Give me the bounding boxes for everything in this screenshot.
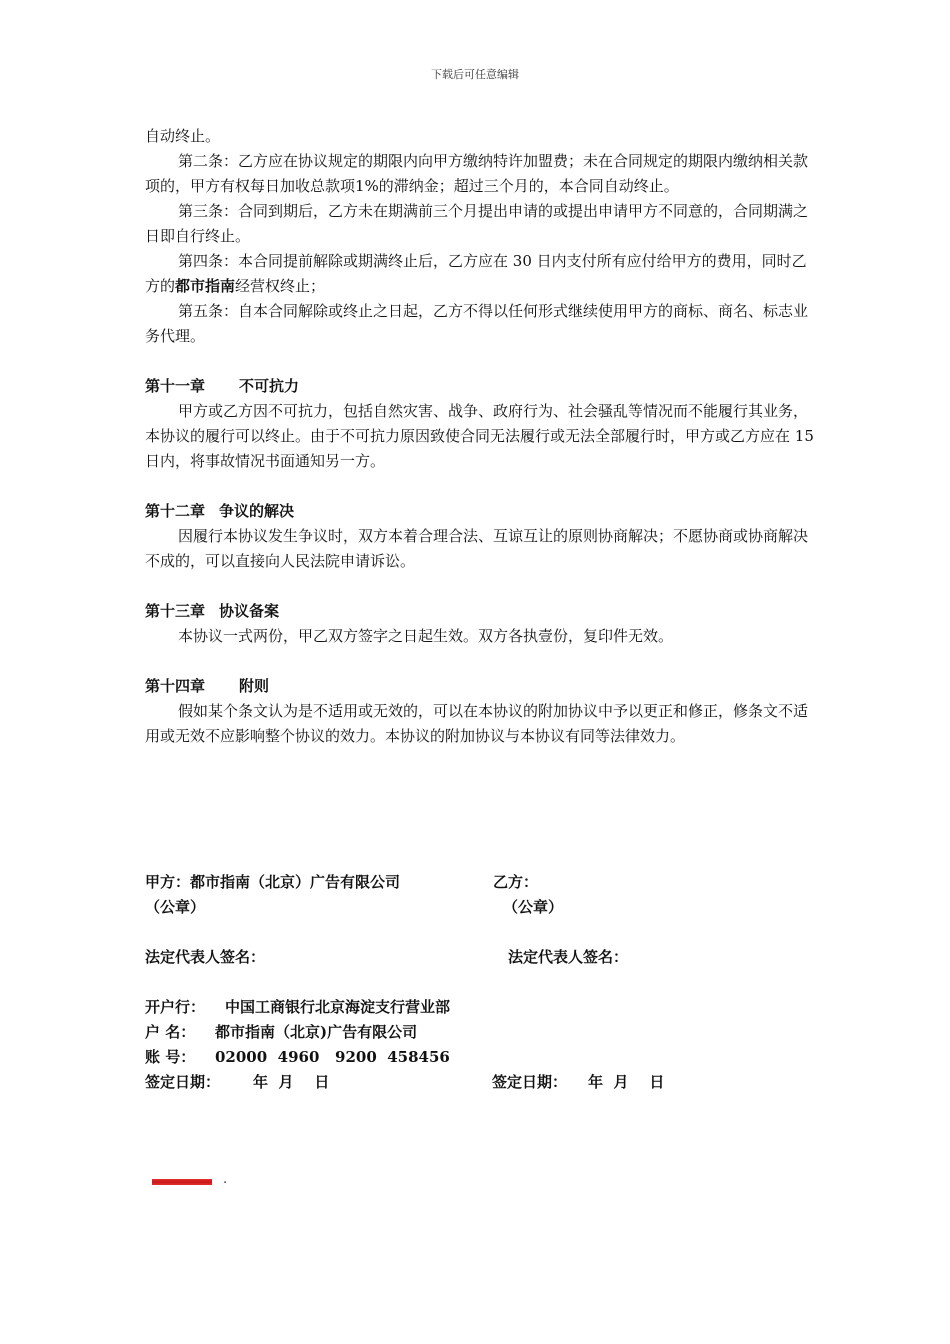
date-b-value: 年 月 日 (588, 1073, 665, 1091)
page-header: 下载后可任意编辑 (431, 68, 519, 81)
article-2: 第二条：乙方应在协议规定的期限内向甲方缴纳特许加盟费；未在合同规定的期限内缴纳相关款项的，甲方有权每日加收总款项1%的滞纳金；超过三个月的，本合同自动终止。 (145, 152, 809, 195)
date-a-value: 年 月 日 (253, 1073, 330, 1091)
paragraph: 自动终止。 (145, 127, 221, 145)
chapter-12-heading (145, 499, 815, 524)
chapter-title: 不可抗力 (239, 377, 300, 395)
bank-line (145, 995, 450, 1020)
chapter-11-heading (145, 374, 815, 399)
party-a-seal: （公章） (145, 898, 206, 916)
chapter-title: 协议备案 (219, 602, 280, 620)
chapter-11-text: 甲方或乙方因不可抗力，包括自然灾害、战争、政府行为、社会骚乱等情况而不能履行其业务，本协议的履行可以终止。由于不可抗力原因致使合同无法履行或无法全部履行时，甲方或乙方应在 15 日内，将事故情况书面通知另一方。 (145, 402, 814, 470)
chapter-12-text: 因履行本协议发生争议时，双方本着合理合法、互谅互让的原则协商解决；不愿协商或协商解决不成的，可以直接向人民法院申请诉讼。 (145, 527, 809, 570)
chapter-number: 第十四章 (145, 677, 206, 695)
account-no-value: 02000 4960 9200 458456 (215, 1048, 450, 1066)
account-no-label: 账 号： (145, 1048, 196, 1066)
date-b-line (492, 1070, 664, 1095)
article-4-text-pre: 第四条：本合同提前解除或期满终止后，乙方应在 30 日内支付所有应付给甲方的费用，同时乙方的 (145, 252, 807, 295)
article-4-text-post: 经营权终止； (235, 277, 326, 295)
account-no-line (145, 1045, 450, 1070)
article-4 (145, 249, 815, 299)
account-name-line (145, 1020, 417, 1045)
party-b-legal-rep: 法定代表人签名： (508, 948, 629, 966)
date-a-line (145, 1070, 329, 1095)
signature-block (145, 870, 815, 1095)
chapter-title: 争议的解决 (219, 502, 295, 520)
account-name-label: 户 名： (145, 1023, 196, 1041)
party-b-name: 乙方： (493, 873, 539, 891)
date-b-label: 签定日期： (492, 1073, 568, 1091)
chapter-13-text: 本协议一式两份，甲乙双方签字之日起生效。双方各执壹份，复印件无效。 (178, 627, 674, 645)
article-5: 第五条：自本合同解除或终止之日起，乙方不得以任何形式继续使用甲方的商标、商名、标志业务代理。 (145, 302, 809, 345)
article-4-brand: 都市指南 (175, 277, 236, 295)
account-name-value: 都市指南（北京)广告有限公司 (215, 1023, 418, 1041)
chapter-title: 附则 (239, 677, 270, 695)
chapter-number: 第十一章 (145, 377, 206, 395)
party-a-name: 甲方：都市指南（北京）广告有限公司 (145, 873, 401, 891)
chapter-14-text: 假如某个条文认为是不适用或无效的，可以在本协议的附加协议中予以更正和修正，修条文不适用或无效不应影响整个协议的效力。本协议的附加协议与本协议有同等法律效力。 (145, 702, 809, 745)
party-b-seal: （公章） (503, 898, 564, 916)
bank-label: 开户行： (145, 998, 206, 1016)
document-body (145, 124, 815, 749)
bank-value: 中国工商银行北京海淀支行营业部 (225, 998, 451, 1016)
chapter-14-heading (145, 674, 815, 699)
footer-dot: . (223, 1172, 228, 1187)
party-a-legal-rep: 法定代表人签名： (145, 948, 266, 966)
footer-red-bar (152, 1179, 212, 1185)
chapter-number: 第十三章 (145, 602, 206, 620)
chapter-13-heading (145, 599, 815, 624)
chapter-number: 第十二章 (145, 502, 206, 520)
date-a-label: 签定日期： (145, 1073, 221, 1091)
article-3: 第三条：合同到期后，乙方未在期满前三个月提出申请的或提出申请甲方不同意的，合同期满之日即自行终止。 (145, 202, 809, 245)
